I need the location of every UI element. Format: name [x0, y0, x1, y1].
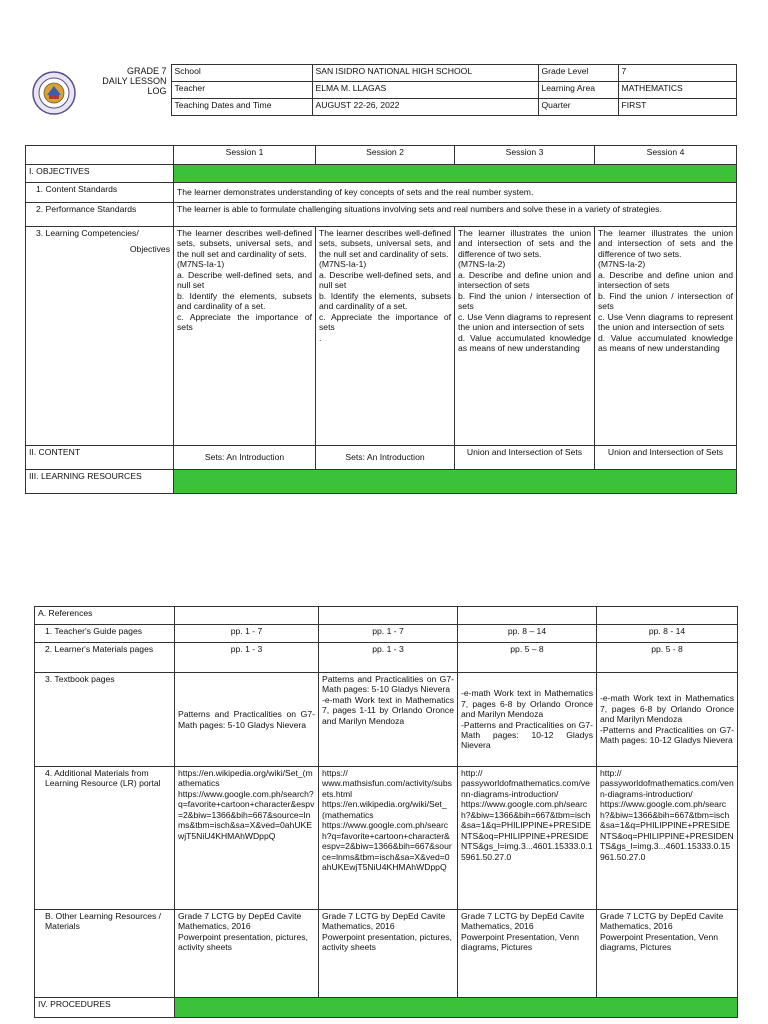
- resources-green-bar: [174, 470, 737, 494]
- tg-session-2: pp. 1 - 7: [319, 625, 458, 643]
- tb-session-1: Patterns and Practicalities on G7- Math pages: 5-10 Gladys Nievera: [175, 673, 319, 767]
- tg-session-3: pp. 8 – 14: [458, 625, 597, 643]
- other-session-2: Grade 7 LCTG by DepEd Cavite Mathematics, 2016 Powerpoint presentation, pictures, activity sheets: [319, 910, 458, 998]
- teacher-value: ELMA M. LLAGAS: [312, 82, 538, 99]
- content-standards-text: The learner demonstrates understanding of key concepts of sets and the real number system.: [174, 183, 737, 203]
- competencies-label-line1: 3. Learning Competencies/: [36, 228, 139, 238]
- procedures-label: IV. PROCEDURES: [35, 998, 175, 1018]
- teachers-guide-label: 1. Teacher's Guide pages: [35, 625, 175, 643]
- tb-session-2: Patterns and Practicalities on G7- Math pages: 5-10 Gladys Nievera -e-math Work text in Mathematics 7, pages 1-11 by Orlando Oronce and Marilyn Mendoza: [319, 673, 458, 767]
- additional-materials-label: 4. Additional Materials from Learning Resource (LR) portal: [35, 767, 175, 910]
- session-1-header: Session 1: [174, 146, 316, 165]
- quarter-value: FIRST: [618, 99, 736, 116]
- references-blank-3: [458, 607, 597, 625]
- session-4-header: Session 4: [595, 146, 737, 165]
- references-blank-2: [319, 607, 458, 625]
- competency-session-1: The learner describes well-defined sets, subsets, universal sets, and the null set and cardinality of sets. (M7NS-Ia-1) a. Describe well-defined sets, and null set b. Identify the elements, subsets and cardinality of a set. c. Appreciate the importance of sets: [174, 227, 316, 446]
- content-session-1: Sets: An Introduction: [174, 446, 316, 470]
- teacher-label: Teacher: [171, 82, 312, 99]
- content-session-2: Sets: An Introduction: [316, 446, 455, 470]
- learning-competencies-label: [26, 227, 174, 446]
- content-label: II. CONTENT: [26, 446, 174, 470]
- learning-resources-label: III. LEARNING RESOURCES: [26, 470, 174, 494]
- references-title: A. References: [35, 607, 175, 625]
- other-resources-label: B. Other Learning Resources / Materials: [35, 910, 175, 998]
- textbook-pages-label: 3. Textbook pages: [35, 673, 175, 767]
- tg-session-4: pp. 8 - 14: [597, 625, 738, 643]
- learning-area-label: Learning Area: [538, 82, 618, 99]
- am-session-4: http:// passyworldofmathematics.com/venn-diagrams-introduction/ https://www.google.com.ph/search?&biw=1366&bih=667&tbm=isch&sa=1&q=PHILIPPINE+PRESIDENTS&oq=PHILIPPINE+PRESIDENTS&gs_l=img.3...4601.15333.0.15961.50.27.0: [597, 767, 738, 910]
- grade-level-value: 7: [618, 65, 736, 82]
- am-session-1: https://en.wikipedia.org/wiki/Set_(mathematics https://www.google.com.ph/search?q=favorite+cartoon+character&espv=2&biw=1366&bih=667&source=lnms&tbm=isch&sa=X&ved=0ahUKEwjT5NiU4KHMAhWDppQ: [175, 767, 319, 910]
- header-table: [25, 64, 737, 116]
- competency-session-2: The learner describes well-defined sets, subsets, universal sets, and the null set and cardinality of sets. (M7NS-Ia-1) a. Describe well-defined sets, and null set b. Identify the elements, subsets and cardinality of a set. c. Appreciate the importance of sets .: [316, 227, 455, 446]
- content-session-4: Union and Intersection of Sets: [595, 446, 737, 470]
- session-3-header: Session 3: [455, 146, 595, 165]
- competency-session-4: The learner illustrates the union and intersection of sets and the difference of two sets. (M7NS-Ia-2) a. Describe and define union and intersection of sets b. Find the union / intersection of sets c. Use Venn diagrams to represent the union and intersection of sets d. Value accumulated knowledge as means of new understanding: [595, 227, 737, 446]
- grade-level-label: Grade Level: [538, 65, 618, 82]
- am-session-3: http:// passyworldofmathematics.com/venn-diagrams-introduction/ https://www.google.com.ph/search?&biw=1366&bih=667&tbm=isch&sa=1&q=PHILIPPINE+PRESIDENTS&oq=PHILIPPINE+PRESIDENTS&gs_l=img.3...4601.15333.0.15961.50.27.0: [458, 767, 597, 910]
- references-blank-4: [597, 607, 738, 625]
- performance-standards-text: The learner is able to formulate challenging situations involving sets and real numbers and solve these in a variety of strategies.: [174, 203, 737, 227]
- references-blank-1: [175, 607, 319, 625]
- competency-session-3: The learner illustrates the union and intersection of sets and the difference of two sets. (M7NS-Ia-2) a. Describe and define union and intersection of sets b. Find the union / intersection of sets c. Use Venn diagrams to represent the union and intersection of sets d. Value accumulated knowledge as means of new understanding: [455, 227, 595, 446]
- tb-session-4: -e-math Work text in Mathematics 7, pages 6-8 by Orlando Oronce and Marilyn Mendoza -Patterns and Practicalities on G7- Math pages: 10-12 Gladys Nievera: [597, 673, 738, 767]
- dates-label: Teaching Dates and Time: [171, 99, 312, 116]
- learning-area-value: MATHEMATICS: [618, 82, 736, 99]
- lm-session-2: pp. 1 - 3: [319, 643, 458, 673]
- tb-session-3: -e-math Work text in Mathematics 7, pages 6-8 by Orlando Oronce and Marilyn Mendoza -Patterns and Practicalities on G7- Math pages: 10-12 Gladys Nievera: [458, 673, 597, 767]
- objectives-table: [25, 145, 737, 494]
- lm-session-1: pp. 1 - 3: [175, 643, 319, 673]
- tg-session-1: pp. 1 - 7: [175, 625, 319, 643]
- other-session-3: Grade 7 LCTG by DepEd Cavite Mathematics, 2016 Powerpoint Presentation, Venn diagrams, Pictures: [458, 910, 597, 998]
- objectives-green-bar: [174, 165, 737, 183]
- dates-value: AUGUST 22-26, 2022: [312, 99, 538, 116]
- lm-session-4: pp. 5 - 8: [597, 643, 738, 673]
- learners-materials-label: 2. Learner's Materials pages: [35, 643, 175, 673]
- objectives-title: I. OBJECTIVES: [26, 165, 174, 183]
- school-value: SAN ISIDRO NATIONAL HIGH SCHOOL: [312, 65, 538, 82]
- procedures-green-bar: [175, 998, 738, 1018]
- content-session-3: Union and Intersection of Sets: [455, 446, 595, 470]
- content-standards-label: 1. Content Standards: [26, 183, 174, 203]
- quarter-label: Quarter: [538, 99, 618, 116]
- session-header-blank: [26, 146, 174, 165]
- other-session-1: Grade 7 LCTG by DepEd Cavite Mathematics, 2016 Powerpoint presentation, pictures, activity sheets: [175, 910, 319, 998]
- other-session-4: Grade 7 LCTG by DepEd Cavite Mathematics, 2016 Powerpoint Presentation, Venn diagrams, Pictures: [597, 910, 738, 998]
- am-session-2: https:// www.mathsisfun.com/activity/subsets.html https://en.wikipedia.org/wiki/Set_(mathematics https://www.google.com.ph/search?q=favorite+cartoon+character&espv=2&biw=1366&bih=667&source=lnms&tbm=isch&sa=X&ved=0ahUKEwjT5NiU4KHMAhWDppQ: [319, 767, 458, 910]
- school-label: School: [171, 65, 312, 82]
- grade-title: GRADE 7 DAILY LESSON LOG: [102, 65, 167, 97]
- competencies-label-line2: Objectives: [129, 244, 170, 255]
- performance-standards-label: 2. Performance Standards: [26, 203, 174, 227]
- references-table: [34, 606, 738, 1018]
- lm-session-3: pp. 5 – 8: [458, 643, 597, 673]
- session-2-header: Session 2: [316, 146, 455, 165]
